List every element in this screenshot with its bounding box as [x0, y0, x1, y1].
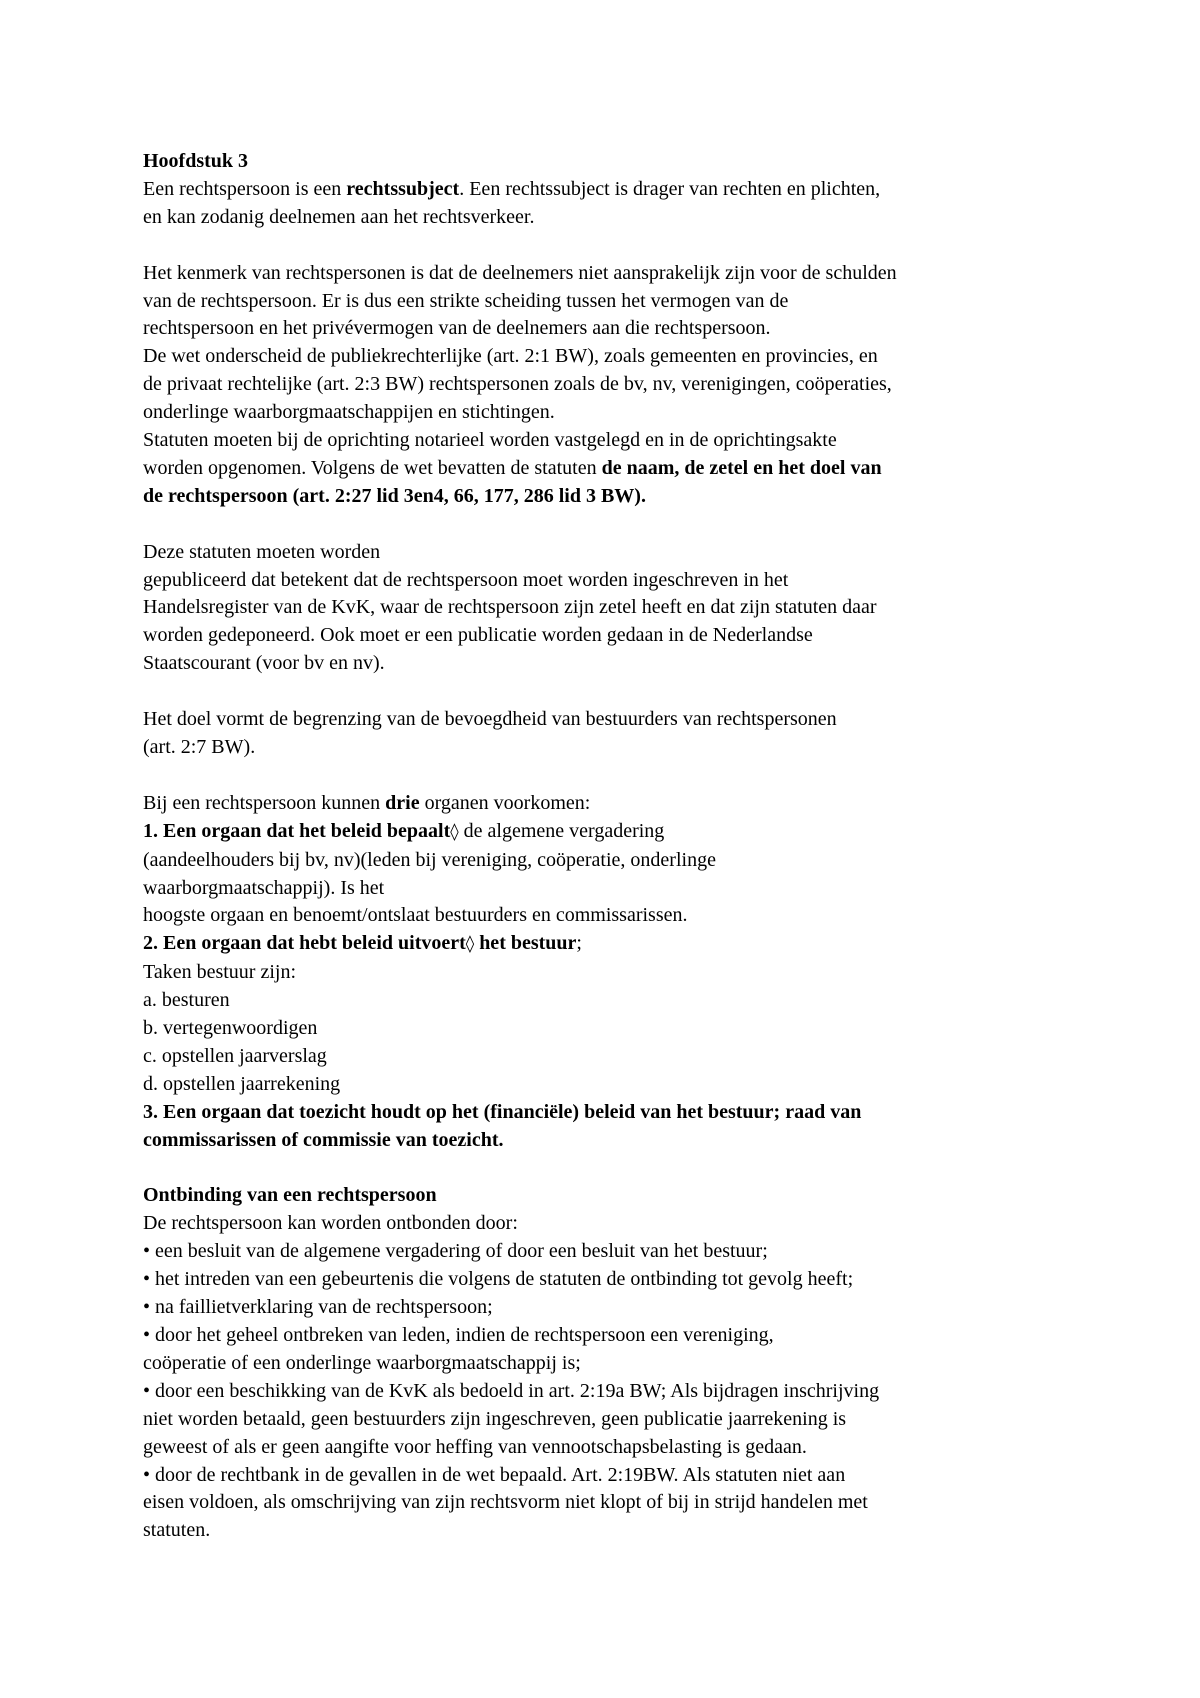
- paragraph-line: en kan zodanig deelnemen aan het rechtsverkeer.: [143, 205, 535, 228]
- paragraph-line: Taken bestuur zijn:: [143, 961, 296, 984]
- paragraph-line: Handelsregister van de KvK, waar de rechtspersoon zijn zetel heeft en dat zijn statuten daar: [143, 596, 877, 619]
- list-item: c. opstellen jaarverslag: [143, 1044, 327, 1067]
- organ-item-2: 2. Een orgaan dat hebt beleid uitvoert◊ het bestuur;: [143, 932, 582, 955]
- paragraph-line: gepubliceerd dat betekent dat de rechtspersoon moet worden ingeschreven in het: [143, 568, 789, 591]
- bullet-item-cont: geweest of als er geen aangifte voor heffing van vennootschapsbelasting is gedaan.: [143, 1435, 807, 1458]
- bullet-item: • na faillietverklaring van de rechtspersoon;: [143, 1296, 493, 1319]
- paragraph-line: de rechtspersoon (art. 2:27 lid 3en4, 66, 177, 286 lid 3 BW).: [143, 484, 646, 507]
- bullet-item-cont: niet worden betaald, geen bestuurders zijn ingeschreven, geen publicatie jaarrekening is: [143, 1407, 847, 1430]
- organs-intro: Bij een rechtspersoon kunnen drie organen voorkomen:: [143, 791, 591, 814]
- organ-item-3-cont: commissarissen of commissie van toezicht.: [143, 1128, 504, 1151]
- blank-line: [143, 762, 1080, 790]
- section-heading: Ontbinding van een rechtspersoon: [143, 1184, 437, 1207]
- bullet-item: • een besluit van de algemene vergadering of door een besluit van het bestuur;: [143, 1240, 768, 1263]
- organ-item-3: 3. Een orgaan dat toezicht houdt op het (financiële) beleid van het bestuur; raad van: [143, 1100, 862, 1123]
- paragraph-line: Deze statuten moeten worden: [143, 540, 381, 563]
- paragraph-line: onderlinge waarborgmaatschappijen en stichtingen.: [143, 401, 555, 424]
- bullet-item: • door het geheel ontbreken van leden, indien de rechtspersoon een vereniging,: [143, 1323, 774, 1346]
- paragraph-line: (art. 2:7 BW).: [143, 735, 256, 758]
- bullet-item: • door de rechtbank in de gevallen in de wet bepaald. Art. 2:19BW. Als statuten niet aan: [143, 1463, 846, 1486]
- arrow-diamond-icon: ◊: [465, 934, 475, 955]
- bullet-item: • het intreden van een gebeurtenis die volgens de statuten de ontbinding tot gevolg heeft;: [143, 1268, 854, 1291]
- paragraph-line: worden opgenomen. Volgens de wet bevatten de statuten de naam, de zetel en het doel van: [143, 456, 882, 479]
- paragraph-line: De rechtspersoon kan worden ontbonden door:: [143, 1212, 518, 1235]
- paragraph-line: Het doel vormt de begrenzing van de bevoegdheid van bestuurders van rechtspersonen: [143, 708, 837, 731]
- blank-line: [143, 232, 1080, 260]
- paragraph-line: De wet onderscheid de publiekrechterlijke (art. 2:1 BW), zoals gemeenten en provincies, en: [143, 345, 878, 368]
- bullet-item-cont: coöperatie of een onderlinge waarborgmaatschappij is;: [143, 1351, 581, 1374]
- list-item: d. opstellen jaarrekening: [143, 1072, 341, 1095]
- organ-item-1: 1. Een orgaan dat het beleid bepaalt◊ de algemene vergadering: [143, 819, 665, 842]
- chapter-title: Hoofdstuk 3: [143, 150, 249, 172]
- paragraph-line: Statuten moeten bij de oprichting notarieel worden vastgelegd en in de oprichtingsakte: [143, 429, 837, 452]
- paragraph-line: worden gedeponeerd. Ook moet er een publicatie worden gedaan in de Nederlandse: [143, 624, 813, 647]
- blank-line: [143, 678, 1080, 706]
- bullet-item-cont: statuten.: [143, 1519, 211, 1542]
- paragraph-line: de privaat rechtelijke (art. 2:3 BW) rechtspersonen zoals de bv, nv, verenigingen, coöperaties,: [143, 373, 892, 396]
- list-item: a. besturen: [143, 989, 230, 1012]
- blank-line: [143, 511, 1080, 539]
- arrow-diamond-icon: ◊: [450, 821, 459, 842]
- paragraph-line: Het kenmerk van rechtspersonen is dat de deelnemers niet aansprakelijk zijn voor de schulden: [143, 261, 897, 284]
- bullet-item: • door een beschikking van de KvK als bedoeld in art. 2:19a BW; Als bijdragen inschrijving: [143, 1379, 880, 1402]
- paragraph-line: rechtspersoon en het privévermogen van de deelnemers aan die rechtspersoon.: [143, 317, 771, 340]
- paragraph-line: waarborgmaatschappij). Is het: [143, 876, 385, 899]
- blank-line: [143, 1155, 1080, 1183]
- bullet-item-cont: eisen voldoen, als omschrijving van zijn rechtsvorm niet klopt of bij in strijd handelen met: [143, 1491, 868, 1514]
- list-item: b. vertegenwoordigen: [143, 1017, 318, 1040]
- paragraph-line: Een rechtspersoon is een rechtssubject. Een rechtssubject is drager van rechten en plichten,: [143, 177, 881, 200]
- paragraph-line: van de rechtspersoon. Er is dus een strikte scheiding tussen het vermogen van de: [143, 289, 789, 312]
- paragraph-line: Staatscourant (voor bv en nv).: [143, 652, 385, 675]
- paragraph-line: hoogste orgaan en benoemt/ontslaat bestuurders en commissarissen.: [143, 904, 688, 927]
- paragraph-line: (aandeelhouders bij bv, nv)(leden bij vereniging, coöperatie, onderlinge: [143, 848, 716, 871]
